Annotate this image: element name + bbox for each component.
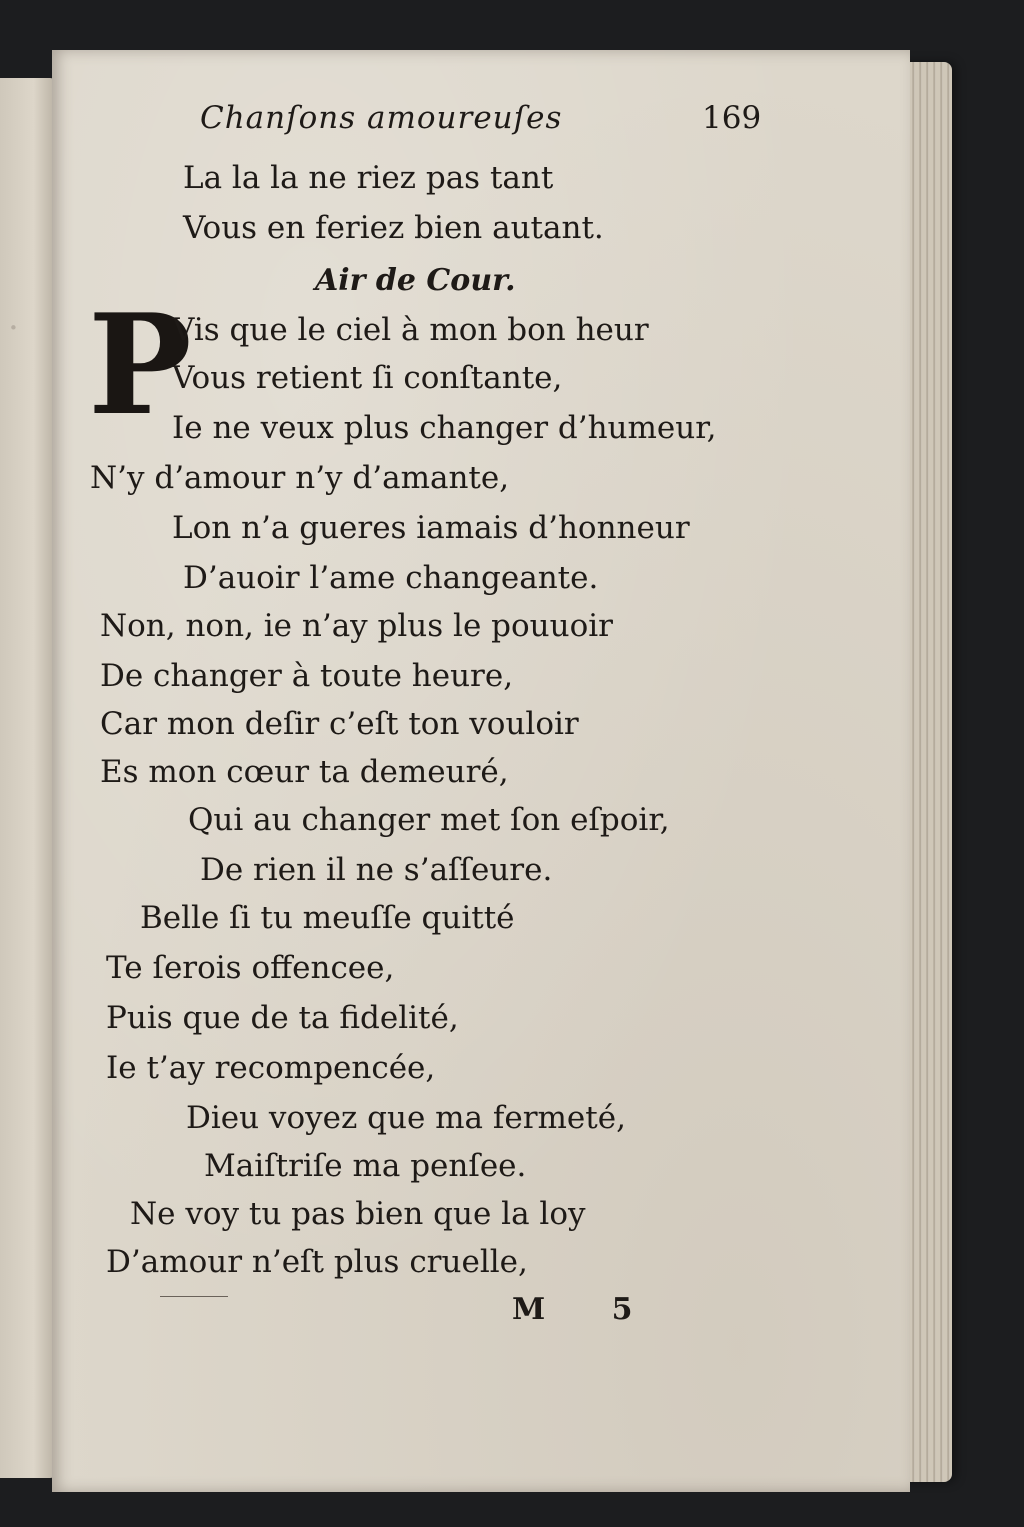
intro-line: Vous en feriez bien autant.	[183, 210, 604, 246]
signature-mark: M 5	[512, 1292, 661, 1327]
verse-line: Qui au changer met ſon eſpoir,	[188, 802, 670, 838]
verse-line: Maiſtriſe ma penſee.	[204, 1148, 527, 1184]
verse-line: De rien il ne s’aſſeure.	[200, 852, 553, 888]
verse-line: Es mon cœur ta demeuré,	[100, 754, 509, 790]
verse-line: Puis que de ta fidelité,	[106, 1000, 459, 1036]
drop-cap: P	[88, 283, 192, 446]
verse-line: Ne voy tu pas bien que la loy	[130, 1196, 586, 1232]
section-title: Air de Cour.	[315, 263, 516, 298]
verse-line: D’auoir l’ame changeante.	[183, 560, 599, 596]
running-title: Chanſons amoureuſes	[200, 100, 563, 136]
verse-line: Non, non, ie n’ay plus le pouuoir	[100, 608, 613, 644]
verse-line: De changer à toute heure,	[100, 658, 514, 694]
verse-line: D’amour n’eſt plus cruelle,	[106, 1244, 528, 1280]
intro-line: La la la ne riez pas tant	[183, 160, 554, 196]
bleed-through-mark: .	[8, 298, 19, 338]
verse-line: Vis que le ciel à mon bon heur	[172, 312, 649, 348]
verse-line: Ie ne veux plus changer d’humeur,	[172, 410, 717, 446]
verse-line: Car mon deſir c’eſt ton vouloir	[100, 706, 579, 742]
verse-line: Lon n’a gueres iamais d’honneur	[172, 510, 690, 546]
verse-line: Te ſerois offencee,	[106, 950, 395, 986]
verse-line: Dieu voyez que ma fermeté,	[186, 1100, 626, 1136]
facing-page-edge	[0, 78, 56, 1478]
verse-line: Vous retient ſi conſtante,	[172, 360, 563, 396]
ornament-rule	[160, 1296, 228, 1297]
verse-line: Ie t’ay recompencée,	[106, 1050, 436, 1086]
page-number: 169	[702, 100, 762, 136]
verse-line: Belle ſi tu meuſſe quitté	[140, 900, 515, 936]
verse-line: N’y d’amour n’y d’amante,	[90, 460, 510, 496]
